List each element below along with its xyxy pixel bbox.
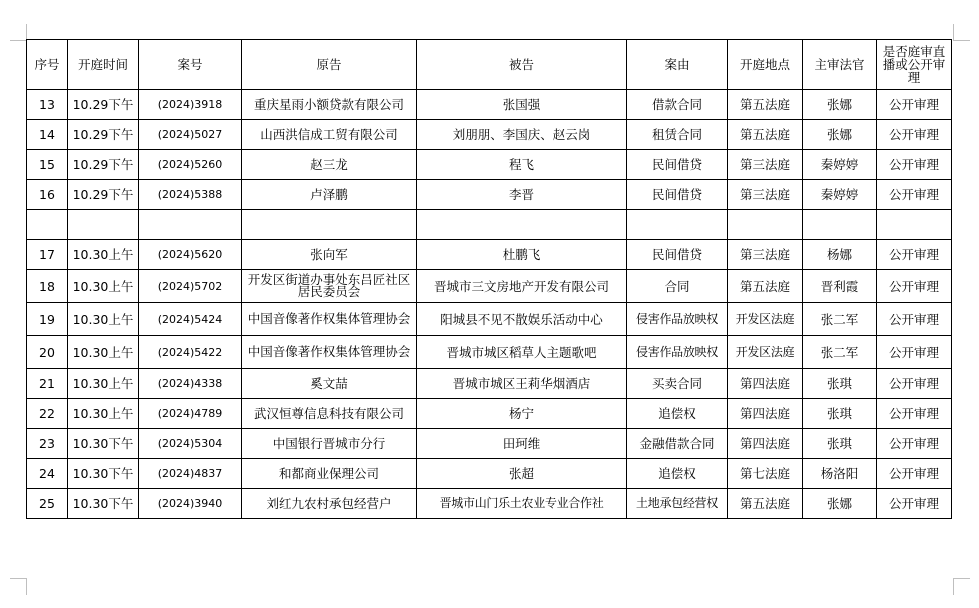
cell-cause: 金融借款合同 [627,429,728,459]
cell-no: 22 [27,399,68,429]
cell-cause: 合同 [627,270,728,303]
cell-place: 开发区法庭 [728,303,803,336]
cell-time: 10.30上午 [68,369,139,399]
empty-row [27,210,952,240]
crop-mark-bottom-left [10,578,27,595]
cell-place: 第四法庭 [728,429,803,459]
cell-judge: 张琪 [803,369,877,399]
cell-time: 10.29下午 [68,120,139,150]
table-row [27,270,952,303]
cell-mode: 公开审理 [877,369,952,399]
cell-cause: 追偿权 [627,459,728,489]
hearing-schedule-table [26,39,952,519]
cell-time: 10.30上午 [68,336,139,369]
cell-judge: 张二军 [803,336,877,369]
cell-mode: 公开审理 [877,429,952,459]
cell-case: (2024)3940 [139,489,242,519]
cell-case: (2024)5388 [139,180,242,210]
cell-plaintiff: 中国音像著作权集体管理协会 [242,303,417,336]
table-row [27,399,952,429]
cell-place: 第七法庭 [728,459,803,489]
cell-judge: 秦婷婷 [803,150,877,180]
cell-no: 17 [27,240,68,270]
cell-case: (2024)5620 [139,240,242,270]
cell-defendant: 程飞 [417,150,627,180]
cell-cause: 侵害作品放映权 [627,336,728,369]
header-place: 开庭地点 [728,40,803,90]
cell-no: 19 [27,303,68,336]
cell-no: 18 [27,270,68,303]
cell-cause: 借款合同 [627,90,728,120]
crop-mark-top-left [10,24,27,41]
cell-judge: 杨娜 [803,240,877,270]
table-row [27,240,952,270]
cell-judge: 晋利霞 [803,270,877,303]
cell-defendant: 杜鹏飞 [417,240,627,270]
cell-defendant: 晋城市山门乐土农业专业合作社 [417,489,627,519]
cell-mode: 公开审理 [877,336,952,369]
crop-mark-top-right [953,24,970,41]
cell-no: 25 [27,489,68,519]
header-time: 开庭时间 [68,40,139,90]
cell-cause: 侵害作品放映权 [627,303,728,336]
cell-time: 10.29下午 [68,150,139,180]
cell-place: 第五法庭 [728,270,803,303]
cell-no: 15 [27,150,68,180]
header-no: 序号 [27,40,68,90]
cell-time: 10.30下午 [68,489,139,519]
cell-mode: 公开审理 [877,90,952,120]
cell-plaintiff: 赵三龙 [242,150,417,180]
cell-case: (2024)5304 [139,429,242,459]
cell-no: 13 [27,90,68,120]
table-row [27,150,952,180]
cell-mode: 公开审理 [877,303,952,336]
cell-plaintiff: 和都商业保理公司 [242,459,417,489]
cell-place: 第四法庭 [728,369,803,399]
cell-defendant: 张国强 [417,90,627,120]
header-judge: 主审法官 [803,40,877,90]
cell-judge: 张琪 [803,429,877,459]
cell-mode: 公开审理 [877,150,952,180]
cell-defendant: 刘朋朋、李国庆、赵云岗 [417,120,627,150]
cell-time: 10.29下午 [68,180,139,210]
table-row [27,429,952,459]
cell-plaintiff: 卢泽鹏 [242,180,417,210]
cell-case: (2024)5027 [139,120,242,150]
cell-plaintiff: 开发区街道办事处东吕匠社区居民委员会 [242,270,417,303]
header-plaintiff: 原告 [242,40,417,90]
cell-judge: 张娜 [803,120,877,150]
cell-mode: 公开审理 [877,399,952,429]
header-public-mode: 是否庭审直播或公开审理 [877,40,952,90]
cell-time: 10.30下午 [68,459,139,489]
cell-case: (2024)4338 [139,369,242,399]
cell-cause: 买卖合同 [627,369,728,399]
cell-time: 10.29下午 [68,90,139,120]
cell-judge: 秦婷婷 [803,180,877,210]
cell-judge: 张二军 [803,303,877,336]
cell-judge: 张娜 [803,90,877,120]
cell-no: 16 [27,180,68,210]
cell-case: (2024)5702 [139,270,242,303]
cell-place: 第五法庭 [728,90,803,120]
header-row [27,40,952,90]
cell-place: 开发区法庭 [728,336,803,369]
table-row [27,90,952,120]
cell-judge: 张琪 [803,399,877,429]
cell-time: 10.30下午 [68,429,139,459]
cell-defendant: 李晋 [417,180,627,210]
cell-cause: 土地承包经营权 [627,489,728,519]
cell-defendant: 晋城市三文房地产开发有限公司 [417,270,627,303]
header-cause: 案由 [627,40,728,90]
cell-judge: 杨洛阳 [803,459,877,489]
cell-place: 第三法庭 [728,150,803,180]
cell-plaintiff: 武汉恒尊信息科技有限公司 [242,399,417,429]
cell-plaintiff: 奚文喆 [242,369,417,399]
cell-judge: 张娜 [803,489,877,519]
cell-mode: 公开审理 [877,120,952,150]
cell-case: (2024)5424 [139,303,242,336]
cell-time: 10.30上午 [68,399,139,429]
cell-plaintiff: 张向军 [242,240,417,270]
cell-no: 24 [27,459,68,489]
table-row [27,336,952,369]
cell-place: 第五法庭 [728,489,803,519]
table-row [27,120,952,150]
cell-plaintiff: 中国银行晋城市分行 [242,429,417,459]
header-defendant: 被告 [417,40,627,90]
cell-defendant: 晋城市城区稻草人主题歌吧 [417,336,627,369]
cell-mode: 公开审理 [877,240,952,270]
table-row [27,369,952,399]
cell-place: 第四法庭 [728,399,803,429]
cell-place: 第三法庭 [728,240,803,270]
table-row [27,489,952,519]
cell-case: (2024)5422 [139,336,242,369]
cell-no: 14 [27,120,68,150]
cell-time: 10.30上午 [68,270,139,303]
cell-time: 10.30上午 [68,240,139,270]
cell-cause: 民间借贷 [627,150,728,180]
cell-no: 20 [27,336,68,369]
cell-mode: 公开审理 [877,270,952,303]
cell-case: (2024)4789 [139,399,242,429]
cell-mode: 公开审理 [877,459,952,489]
cell-case: (2024)3918 [139,90,242,120]
crop-mark-bottom-right [953,578,970,595]
cell-defendant: 阳城县不见不散娱乐活动中心 [417,303,627,336]
cell-defendant: 晋城市城区王莉华烟酒店 [417,369,627,399]
cell-time: 10.30上午 [68,303,139,336]
cell-cause: 民间借贷 [627,240,728,270]
table-row [27,180,952,210]
cell-plaintiff: 山西洪信成工贸有限公司 [242,120,417,150]
cell-no: 23 [27,429,68,459]
cell-case: (2024)5260 [139,150,242,180]
cell-cause: 民间借贷 [627,180,728,210]
cell-plaintiff: 中国音像著作权集体管理协会 [242,336,417,369]
cell-cause: 租赁合同 [627,120,728,150]
cell-plaintiff: 刘红九农村承包经营户 [242,489,417,519]
cell-mode: 公开审理 [877,180,952,210]
cell-place: 第五法庭 [728,120,803,150]
cell-case: (2024)4837 [139,459,242,489]
cell-plaintiff: 重庆星雨小额贷款有限公司 [242,90,417,120]
cell-defendant: 杨宁 [417,399,627,429]
cell-mode: 公开审理 [877,489,952,519]
header-case-number: 案号 [139,40,242,90]
cell-defendant: 张超 [417,459,627,489]
table-row [27,459,952,489]
cell-cause: 追偿权 [627,399,728,429]
table-row [27,303,952,336]
cell-no: 21 [27,369,68,399]
cell-defendant: 田珂维 [417,429,627,459]
cell-place: 第三法庭 [728,180,803,210]
